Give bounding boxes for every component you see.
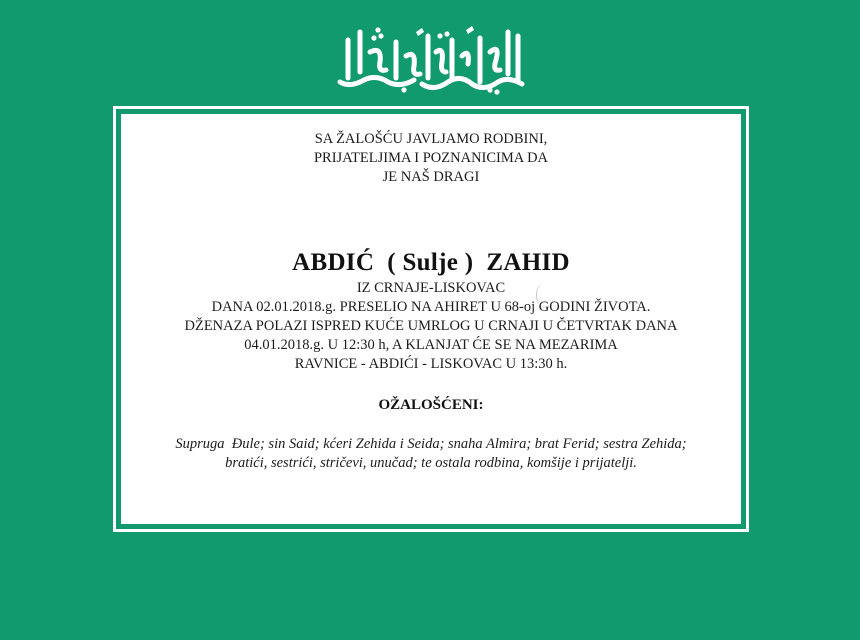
detail-line: RAVNICE - ABDIĆI - LISKOVAC U 13:30 h.: [294, 356, 568, 372]
detail-line: 04.01.2018.g. U 12:30 h, A KLANJAT ĆE SE NA MEZARIMA: [244, 337, 618, 353]
detail-line: DANA 02.01.2018.g. PRESELIO NA AHIRET U 68-oj GODINI ŽIVOTA.: [211, 299, 651, 315]
intro-line: JE NAŠ DRAGI: [382, 169, 480, 185]
arabic-calligraphy-emblem: [330, 22, 530, 100]
intro-text: [121, 130, 741, 187]
scan-mark: [536, 284, 549, 306]
mourners-line: bratići, sestrići, stričevi, unučad; te ostala rodbina, komšije i prijatelji.: [225, 455, 637, 471]
intro-line: PRIJATELJIMA I POZNANICIMA DA: [313, 150, 549, 166]
detail-line: DŽENAZA POLAZI ISPRED KUĆE UMRLOG U CRNAJI U ČETVRTAK DANA: [184, 318, 678, 334]
detail-line: IZ CRNAJE-LISKOVAC: [356, 280, 506, 296]
mourners-heading: OŽALOŠĆENI:: [378, 397, 484, 413]
death-details: [121, 279, 741, 374]
mourners-list: [121, 435, 741, 473]
deceased-name: ABDIĆ ( Sulje ) ZAHID: [292, 249, 570, 276]
mourners-line: Supruga Đule; sin Said; kćeri Zehida i Seida; snaha Almira; brat Ferid; sestra Zehida;: [175, 436, 687, 452]
intro-line: SA ŽALOŠĆU JAVLJAMO RODBINI,: [314, 131, 548, 147]
